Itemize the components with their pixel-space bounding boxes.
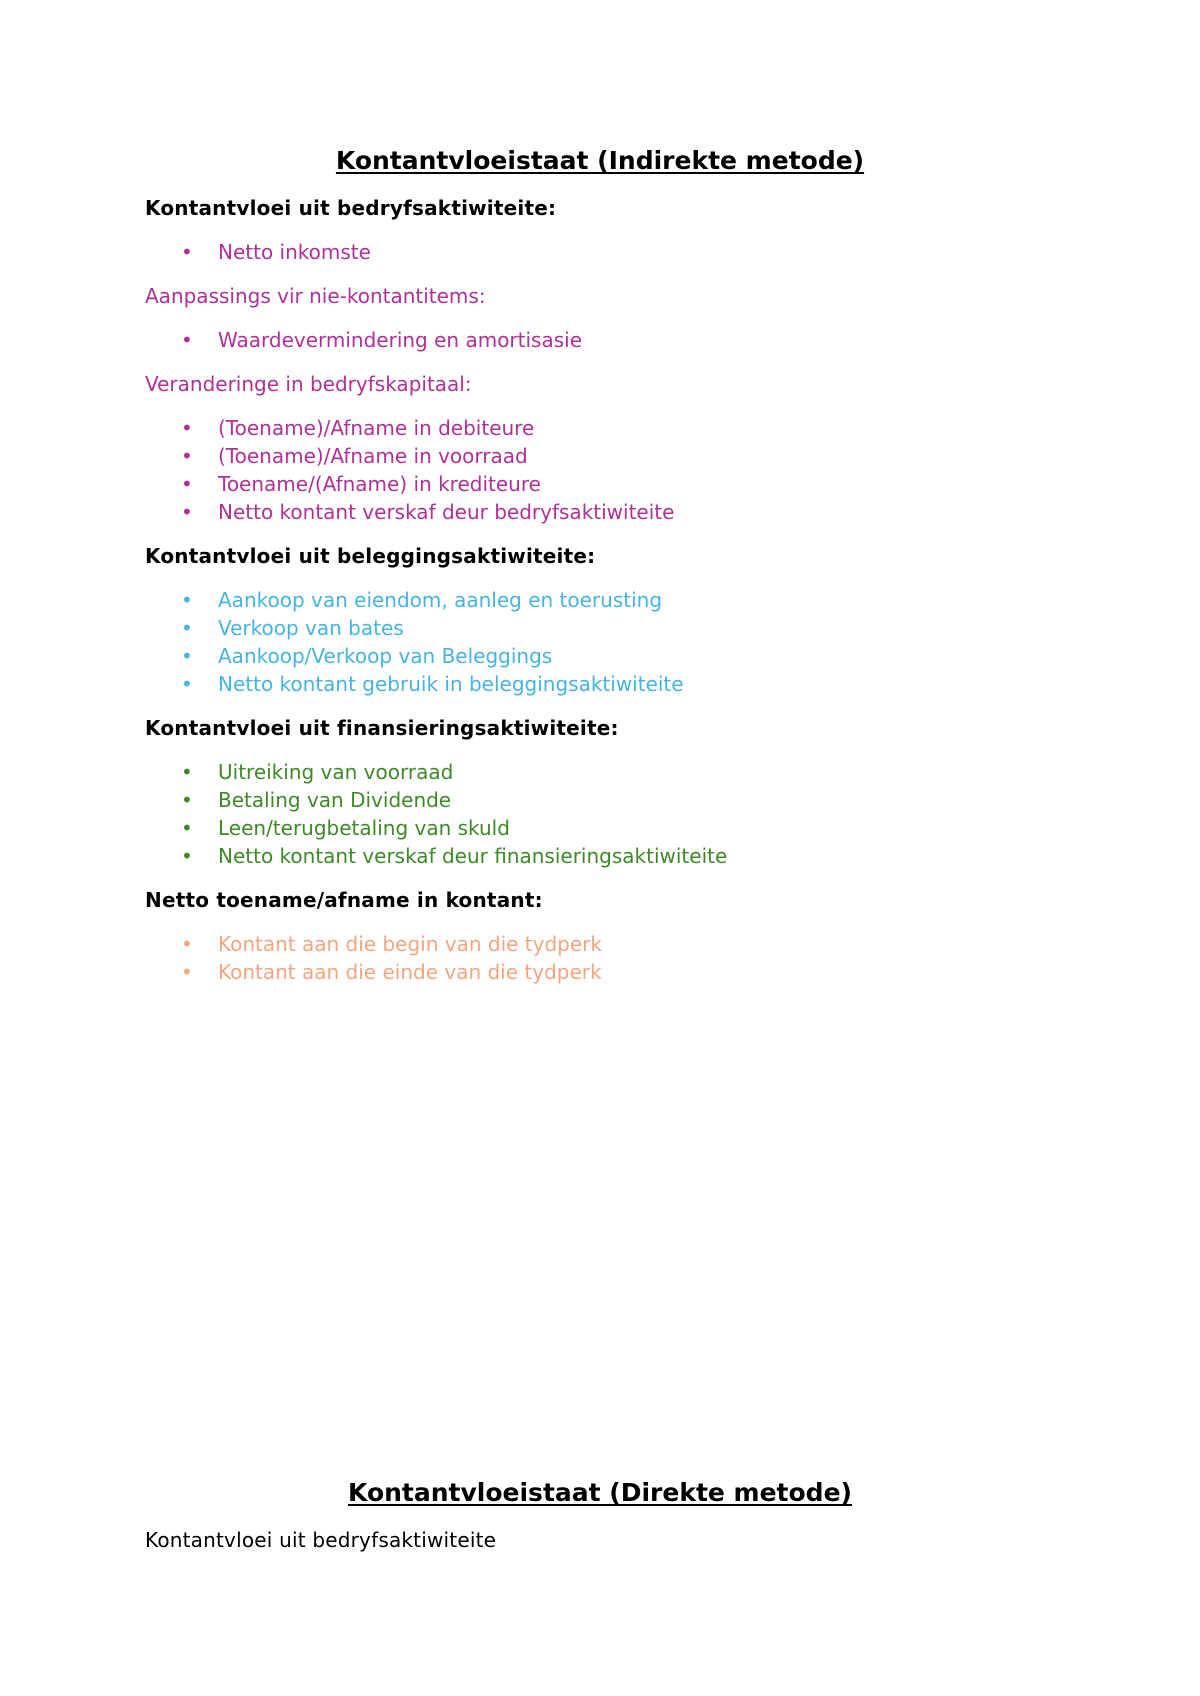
list-item: • Netto kontant verskaf deur finansieringsaktiwiteite xyxy=(181,844,728,868)
list-non-cash xyxy=(145,326,1145,354)
list-item: • Uitreiking van voorraad xyxy=(181,760,454,784)
list-item: • (Toename)/Afname in debiteure xyxy=(181,416,535,440)
heading-operating-activities-direct: Kontantvloei uit bedryfsaktiwiteite xyxy=(145,1528,497,1552)
heading-investing-activities: Kontantvloei uit beleggingsaktiwiteite: xyxy=(145,544,596,568)
page-title-direct: Kontantvloeistaat (Direkte metode) xyxy=(348,1478,852,1507)
list-item: • Leen/terugbetaling van skuld xyxy=(181,816,510,840)
list-item: • Kontant aan die begin van die tydperk xyxy=(181,932,602,956)
list-net-change xyxy=(145,930,1145,986)
page-title-indirect: Kontantvloeistaat (Indirekte metode) xyxy=(335,146,865,175)
heading-non-cash-adjustments: Aanpassings vir nie-kontantitems: xyxy=(145,284,486,308)
bullet-icon: • xyxy=(181,328,193,352)
bullet-icon: • xyxy=(181,816,193,840)
bullet-icon: • xyxy=(181,416,193,440)
list-financing xyxy=(145,758,1145,870)
list-item: • Netto kontant verskaf deur bedryfsaktiwiteite xyxy=(181,500,675,524)
list-operating xyxy=(145,238,1145,266)
bullet-icon: • xyxy=(181,960,193,984)
bullet-icon: • xyxy=(181,672,193,696)
bullet-icon: • xyxy=(181,240,193,264)
bullet-icon: • xyxy=(181,844,193,868)
bullet-icon: • xyxy=(181,444,193,468)
bullet-icon: • xyxy=(181,472,193,496)
list-item: • Kontant aan die einde van die tydperk xyxy=(181,960,602,984)
bullet-icon: • xyxy=(181,588,193,612)
bullet-icon: • xyxy=(181,616,193,640)
heading-financing-activities: Kontantvloei uit finansieringsaktiwiteite: xyxy=(145,716,619,740)
list-item: • Verkoop van bates xyxy=(181,616,404,640)
bullet-icon: • xyxy=(181,760,193,784)
list-item: • Aankoop/Verkoop van Beleggings xyxy=(181,644,553,668)
list-item: • Netto inkomste xyxy=(181,240,371,264)
heading-operating-activities: Kontantvloei uit bedryfsaktiwiteite: xyxy=(145,196,557,220)
list-item: • Netto kontant gebruik in beleggingsaktiwiteite xyxy=(181,672,684,696)
bullet-icon: • xyxy=(181,932,193,956)
indirect-method-body xyxy=(145,194,1145,1002)
bullet-icon: • xyxy=(181,644,193,668)
bullet-icon: • xyxy=(181,500,193,524)
list-item: • Waardevermindering en amortisasie xyxy=(181,328,583,352)
bullet-icon: • xyxy=(181,788,193,812)
list-working-capital xyxy=(145,414,1145,526)
list-item: • Aankoop van eiendom, aanleg en toerusting xyxy=(181,588,663,612)
list-item: • Toename/(Afname) in krediteure xyxy=(181,472,541,496)
list-item: • Betaling van Dividende xyxy=(181,788,452,812)
list-investing xyxy=(145,586,1145,698)
list-item: • (Toename)/Afname in voorraad xyxy=(181,444,528,468)
direct-method-body xyxy=(145,1526,1145,1570)
heading-net-change-in-cash: Netto toename/afname in kontant: xyxy=(145,888,543,912)
heading-working-capital: Veranderinge in bedryfskapitaal: xyxy=(145,372,472,396)
